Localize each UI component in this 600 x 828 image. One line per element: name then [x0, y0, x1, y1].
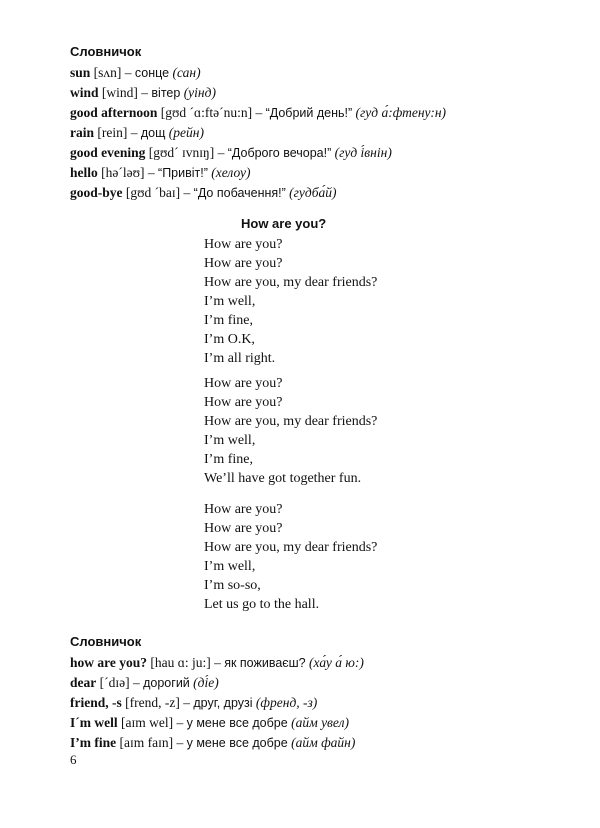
translation: “Привіт!” — [158, 166, 208, 180]
page-number: 6 — [70, 752, 77, 767]
vocab-word: Iˊm well — [70, 715, 118, 730]
vocabulary-entry — [70, 63, 446, 83]
separator: – — [173, 715, 187, 730]
vocabulary-entry — [70, 103, 446, 123]
poem-line: How are you? — [204, 376, 283, 391]
vocabulary-entry — [70, 83, 446, 103]
vocab-word: how are you? — [70, 655, 148, 670]
poem-line: How are you? — [204, 237, 283, 252]
vocab-word: sun — [70, 65, 91, 80]
poem-line: How are you? — [204, 395, 283, 410]
transcription: [hau ɑ: ju:] — [147, 655, 211, 670]
translation: “Доброго вечора!” — [227, 146, 332, 160]
vocab-word: hello — [70, 165, 98, 180]
transcription: [həˊləʊ] — [97, 165, 145, 180]
vocabulary-entry — [70, 163, 446, 183]
reading-hint: (гудба́й) — [285, 185, 337, 200]
reading-hint: (уінд) — [180, 85, 216, 100]
poem-line: How are you? — [204, 521, 283, 536]
poem-line: How are you? — [204, 502, 283, 517]
translation: “Добрий день!” — [265, 106, 353, 120]
vocabulary-entry — [70, 653, 364, 673]
vocabulary-entry — [70, 673, 364, 693]
vocab-word: I’m fine — [70, 735, 117, 750]
poem-line: How are you, my dear friends? — [204, 540, 378, 555]
vocabulary-entry — [70, 143, 446, 163]
separator: – — [127, 125, 141, 140]
poem-line: I’m fine, — [204, 452, 253, 467]
poem-line: How are you? — [204, 256, 283, 271]
poem-line: How are you, my dear friends? — [204, 275, 378, 290]
vocab-word: friend, -s — [70, 695, 122, 710]
transcription: [wind] — [98, 85, 138, 100]
separator: – — [144, 165, 159, 180]
poem-line: I’m O.K, — [204, 332, 255, 347]
vocabulary-entry — [70, 733, 364, 753]
reading-hint: (ха́у а́ ю:) — [305, 655, 364, 670]
poem-line: I’m well, — [204, 294, 256, 309]
separator: – — [210, 655, 225, 670]
translation: у мене все добре — [186, 716, 288, 730]
translation: як поживаєш? — [224, 656, 306, 670]
reading-hint: (рейн) — [165, 125, 204, 140]
vocab-word: wind — [70, 85, 99, 100]
transcription: [sʌn] — [90, 65, 122, 80]
vocabulary-list — [70, 63, 446, 203]
poem-line: I’m all right. — [204, 351, 276, 366]
translation: у мене все добре — [186, 736, 288, 750]
vocab-word: rain — [70, 125, 95, 140]
vocabulary-entry — [70, 183, 446, 203]
separator: – — [214, 145, 228, 160]
vocab-word: good evening — [70, 145, 146, 160]
poem-line: I’m fine, — [204, 313, 253, 328]
poem-line: How are you, my dear friends? — [204, 414, 378, 429]
reading-hint: (френд, -з) — [252, 695, 318, 710]
translation: друг, друзі — [193, 696, 253, 710]
vocabulary-list — [70, 653, 364, 753]
separator: – — [121, 65, 135, 80]
reading-hint: (сан) — [169, 65, 201, 80]
separator: – — [137, 85, 152, 100]
poem-stanza — [204, 500, 377, 614]
poem-line: I’m well, — [204, 433, 256, 448]
translation: вітер — [151, 86, 181, 100]
separator: – — [180, 185, 194, 200]
transcription: [frend, -z] — [121, 695, 180, 710]
vocabulary-entry — [70, 713, 364, 733]
separator: – — [173, 735, 187, 750]
transcription: [gʊd ˊbaɪ] — [122, 185, 181, 200]
poem-stanza — [204, 374, 377, 488]
transcription: [gʊdˊ ɪvnɪŋ] — [145, 145, 215, 160]
poem-stanza — [204, 235, 377, 368]
translation: “До побачення!” — [193, 186, 286, 200]
translation: сонце — [134, 66, 170, 80]
poem-line: I’m well, — [204, 559, 256, 574]
separator: – — [252, 105, 266, 120]
reading-hint: (гуд і́внін) — [331, 145, 392, 160]
translation: дорогий — [143, 676, 190, 690]
poem-line: I’m so-so, — [204, 578, 261, 593]
reading-hint: (хелоу) — [207, 165, 251, 180]
poem-line: We’ll have got together fun. — [204, 471, 362, 486]
transcription: [rein] — [94, 125, 128, 140]
translation: дощ — [140, 126, 166, 140]
vocabulary-entry — [70, 693, 364, 713]
vocab-word: good afternoon — [70, 105, 158, 120]
separator: – — [179, 695, 194, 710]
transcription: [aɪm faɪn] — [116, 735, 174, 750]
vocabulary-heading: Словничок — [70, 634, 142, 649]
transcription: [gʊd ˊɑ:ftəˊnu:n] — [157, 105, 253, 120]
transcription: [ˊdɪə] — [96, 675, 130, 690]
separator: – — [129, 675, 144, 690]
reading-hint: (гуд а́:фтену:н) — [352, 105, 447, 120]
vocab-word: dear — [70, 675, 97, 690]
vocab-word: good-bye — [70, 185, 123, 200]
reading-hint: (айм увел) — [287, 715, 349, 730]
transcription: [aɪm wel] — [117, 715, 174, 730]
reading-hint: (ді́е) — [189, 675, 219, 690]
vocabulary-heading: Словничок — [70, 44, 142, 59]
poem-title: How are you? — [241, 216, 327, 231]
reading-hint: (айм файн) — [287, 735, 356, 750]
vocabulary-entry — [70, 123, 446, 143]
poem-line: Let us go to the hall. — [204, 597, 320, 612]
